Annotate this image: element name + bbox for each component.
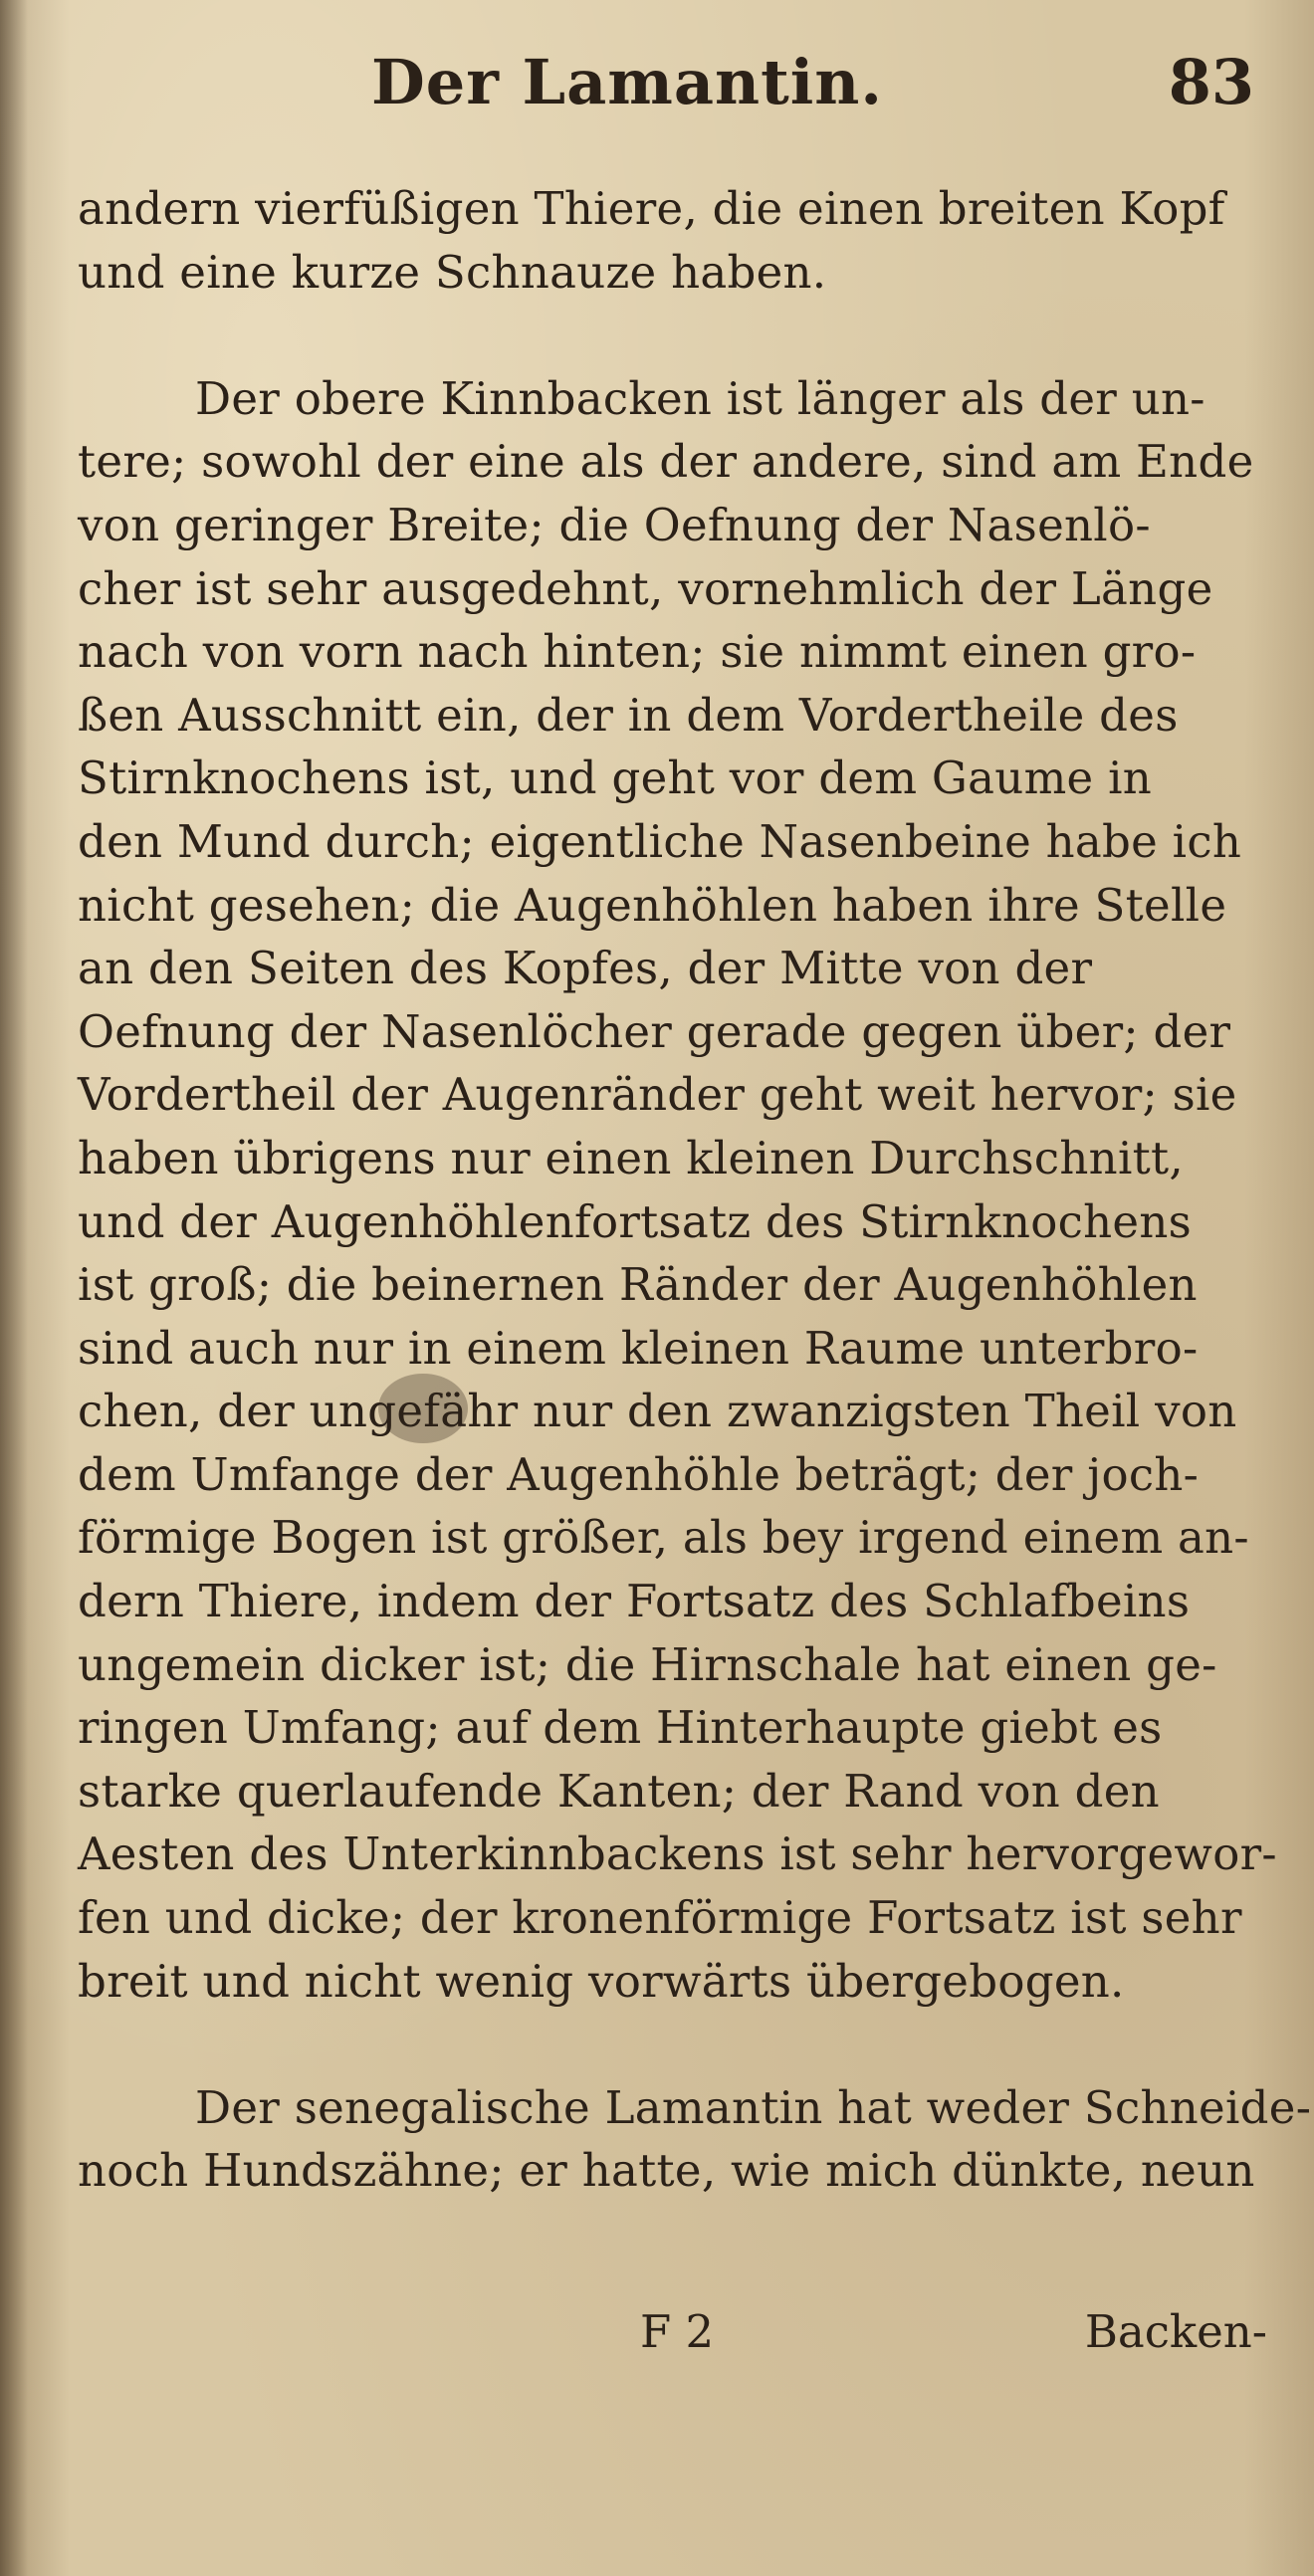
running-title: Der Lamantin. <box>371 46 883 118</box>
text-line: nicht gesehen; die Augenhöhlen haben ihre Stelle <box>78 878 1227 932</box>
paragraph-1 <box>78 177 1267 304</box>
text-line: Aesten des Unterkinnbackens ist sehr hervorgewor- <box>78 1827 1277 1881</box>
text-line: von geringer Breite; die Oefnung der Nasenlö- <box>78 498 1151 551</box>
page-footer <box>78 2297 1267 2367</box>
text-line: sind auch nur in einem kleinen Raume unterbro- <box>78 1321 1199 1375</box>
paragraph-3 <box>78 2076 1312 2203</box>
text-line: chen, der ungefähr nur den zwanzigsten Theil von <box>78 1385 1237 1438</box>
text-line: cher ist sehr ausgedehnt, vornehmlich der Länge <box>78 561 1213 615</box>
text-line: an den Seiten des Kopfes, der Mitte von der <box>78 942 1093 995</box>
text-line: den Mund durch; eigentliche Nasenbeine habe ich <box>78 814 1242 868</box>
text-line: andern vierfüßigen Thiere, die einen breiten Kopf <box>78 182 1225 235</box>
text-line: Vordertheil der Augenränder geht weit hervor; sie <box>78 1068 1237 1122</box>
text-line: Stirnknochens ist, und geht vor dem Gaume in <box>78 751 1153 805</box>
text-line: tere; sowohl der eine als der andere, sind am Ende <box>78 435 1254 489</box>
text-line: förmige Bogen ist größer, als bey irgend einem an- <box>78 1511 1249 1565</box>
text-line: und der Augenhöhlenfortsatz des Stirnknochens <box>78 1194 1193 1248</box>
text-line: noch Hundszähne; er hatte, wie mich dünkte, neun <box>78 2144 1255 2198</box>
text-line: dem Umfange der Augenhöhle beträgt; der joch- <box>78 1447 1200 1501</box>
text-line: haben übrigens nur einen kleinen Durchschnitt, <box>78 1131 1185 1184</box>
spine-shadow <box>0 0 28 2576</box>
text-line: ist groß; die beinernen Ränder der Augenhöhlen <box>78 1258 1198 1312</box>
text-line: ßen Ausschnitt ein, der in dem Vordertheile des <box>78 688 1179 742</box>
text-line: Oefnung der Nasenlöcher gerade gegen über; der <box>78 1004 1231 1058</box>
text-line: Der obere Kinnbacken ist länger als der un- <box>195 371 1205 425</box>
text-line: breit und nicht wenig vorwärts übergebogen. <box>78 1954 1125 2008</box>
catchword: Backen- <box>1084 2305 1267 2358</box>
text-line: Der senegalische Lamantin hat weder Schneide- <box>195 2080 1312 2134</box>
paragraph-gap <box>78 2013 1267 2076</box>
body-text <box>78 177 1312 2203</box>
text-line: nach von vorn nach hinten; sie nimmt einen gro- <box>78 625 1197 679</box>
text-line: fen und dicke; der kronenförmige Fortsatz ist sehr <box>78 1891 1242 1945</box>
text-line: ungemein dicker ist; die Hirnschale hat einen ge- <box>78 1637 1217 1691</box>
text-line: und eine kurze Schnauze haben. <box>78 245 827 299</box>
signature-mark: F 2 <box>640 2305 715 2358</box>
running-head <box>80 40 1254 129</box>
page-number: 83 <box>1168 46 1254 118</box>
text-line: starke querlaufende Kanten; der Rand von den <box>78 1764 1160 1818</box>
paragraph-gap <box>78 304 1267 367</box>
text-line: dern Thiere, indem der Fortsatz des Schlafbeins <box>78 1575 1191 1628</box>
text-line: ringen Umfang; auf dem Hinterhaupte giebt es <box>78 1701 1163 1755</box>
paragraph-2 <box>78 367 1277 2013</box>
